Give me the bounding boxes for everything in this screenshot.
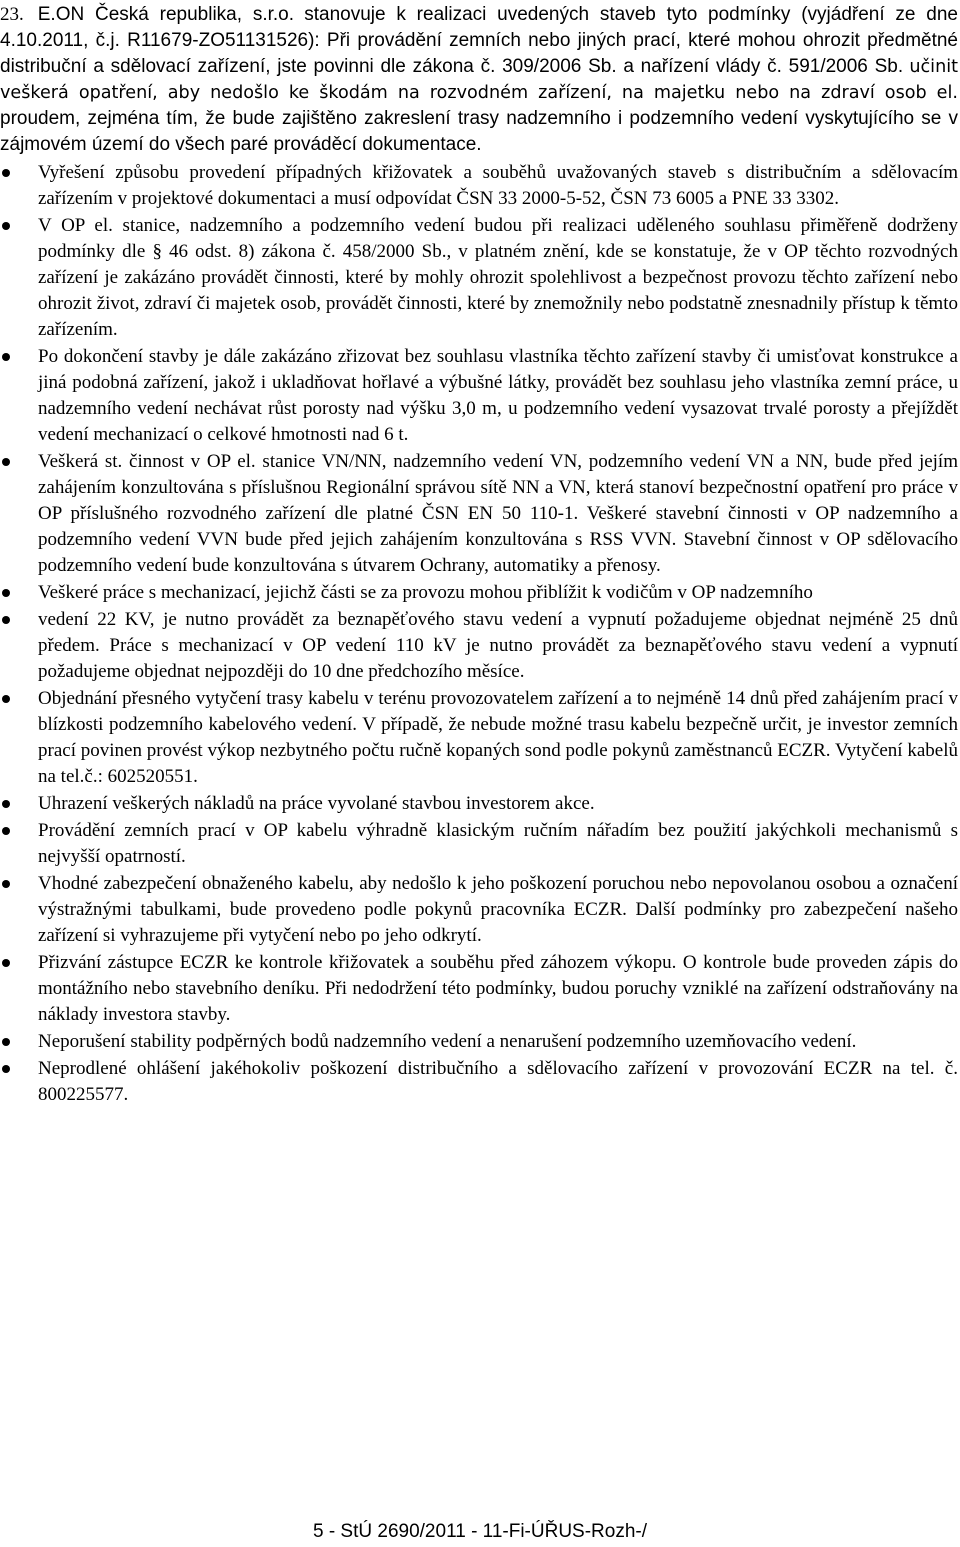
list-item: Uhrazení veškerých nákladů na práce vyvolané stavbou investorem akce. xyxy=(0,791,958,817)
list-item: Přizvání zástupce ECZR ke kontrole křižovatek a souběhu před záhozem výkopu. O kontrole bude proveden zápis do montážního nebo stavebního deníku. Při nedodržení této podmínky, budou poruchy vzniklé na zařízení odstraňovány na náklady investora stavby. xyxy=(0,950,958,1028)
list-item: V OP el. stanice, nadzemního a podzemního vedení budou při realizaci uděleného souhlasu přiměřeně dodrženy podmínky dle § 46 odst. 8) zákona č. 458/2000 Sb., v platném znění, kde se konstatuje, že v OP těchto rozvodných zařízení je zakázáno provádět činnosti, které by mohly ohrozit spolehlivost a bezpečnost provozu těchto zařízení nebo ohrozit život, zdraví či majetek osob, provádět činnosti, které by znemožnily nebo podstatně znesnadnily přístup k těmto zařízením. xyxy=(0,213,958,343)
conditions-list xyxy=(0,160,958,1109)
bullet-dot xyxy=(2,458,10,466)
list-item: Objednání přesného vytyčení trasy kabelu v terénu provozovatelem zařízení a to nejméně 14 dnů před zahájením prací v blízkosti podzemního kabelového vedení. V případě, že nebude možné trasu kabelu bezpečně určit, je investor zemních prací povinen provést výkop nezbytného počtu ručně kopaných sond podle pokynů zaměstnanců ECZR. Vytyčení kabelů na tel.č.: 602520551. xyxy=(0,686,958,790)
list-item: Vhodné zabezpečení obnaženého kabelu, aby nedošlo k jeho poškození poruchou nebo nepovolanou osobou a označení výstražnými tabulkami, bude provedeno podle pokynů pracovníka ECZR. Další podmínky pro zabezpečení našeho zařízení si vyhrazujeme při vytyčení nebo po jeho odkrytí. xyxy=(0,871,958,949)
bullet-dot xyxy=(2,1065,10,1073)
list-item: vedení 22 KV, je nutno provádět za beznapěťového stavu vedení a vypnutí požadujeme objednat nejméně 25 dnů předem. Práce s mechanizací v OP vedení 110 kV je nutno provádět za beznapěťového stavu vedení a vypnutí požadujeme objednat nejpozději do 10 dne předchozího měsíce. xyxy=(0,607,958,685)
page-footer: 5 - StÚ 2690/2011 - 11-Fi-ÚŘUS-Rozh-/ xyxy=(312,1521,648,1542)
list-item: Vyřešení způsobu provedení případných křižovatek a souběhů uvažovaných staveb s distribučním a sdělovacím zařízením v projektové dokumentaci a musí odpovídat ČSN 33 2000-5-52, ČSN 73 6005 a PNE 33 3302. xyxy=(0,160,958,212)
bullet-dot xyxy=(2,880,10,888)
bullet-dot xyxy=(2,959,10,967)
company-name: E.ON Česká republika, s.r.o. xyxy=(37,4,294,25)
bullet-dot xyxy=(2,616,10,624)
mid-text: učinit veškerá opatření, aby nedošlo ke škodám na rozvodném zařízení, na majetku nebo na zdraví osob el. xyxy=(0,57,959,103)
bullet-dot xyxy=(2,800,10,808)
bullet-dot xyxy=(2,222,10,230)
list-item: Veškeré práce s mechanizací, jejichž části se za provozu mohou přiblížit k vodičům v OP nadzemního xyxy=(0,580,958,606)
bullet-dot xyxy=(2,169,10,177)
bullet-dot xyxy=(2,353,10,361)
bullet-dot xyxy=(2,827,10,835)
list-item: Neprodlené ohlášení jakéhokoliv poškození distribučního a sdělovacího zařízení v provozování ECZR na tel. č. 800225577. xyxy=(0,1056,958,1108)
bullet-dot xyxy=(2,1038,10,1046)
bullet-dot xyxy=(2,695,10,703)
intro-text: stanovuje k realizaci uvedených staveb tyto podmínky (vyjádření ze dne 4.10.2011, č.j. R11679-ZO51131526): Při provádění zemních nebo jiných prací, které mohou ohrozit předmětné distribuční a sdělovací zařízení, jste povinni dle zákona č. 309/2006 Sb. a nařízení vlády č. 591/2006 Sb. xyxy=(0,4,958,77)
list-item: Veškerá st. činnost v OP el. stanice VN/NN, nadzemního vedení VN, podzemního vedení VN a NN, bude před jejím zahájením konzultována s příslušnou Regionální správou sítě NN a VN, která stanoví bezpečnostní opatření pro práce v OP příslušného rozvodného zařízení dle platné ČSN EN 50 110-1. Veškeré stavební činnosti v OP nadzemního a podzemního vedení VVN bude před jejich zahájením konzultována s RSS VVN. Stavební činnost v OP sdělovacího podzemního vedení bude konzultována s útvarem Ochrany, automatiky a přenosy. xyxy=(0,449,958,579)
section-23-heading xyxy=(0,2,958,158)
list-item: Po dokončení stavby je dále zakázáno zřizovat bez souhlasu vlastníka těchto zařízení stavby či umisťovat konstrukce a jiná podobná zařízení, jakož i ukladňovat hořlavé a výbušné látky, provádět bez souhlasu jeho vlastníka zemní práce, u nadzemního vedení nechávat růst porosty nad výšku 3,0 m, u podzemního vedení vysazovat trvalé porosty a přejíždět vedení mechanizací o celkové hmotnosti nad 6 t. xyxy=(0,344,958,448)
section-number: 23. xyxy=(0,4,24,25)
list-item: Provádění zemních prací v OP kabelu výhradně klasickým ručním nářadím bez použití jakýchkoli mechanismů s nejvyšší opatrností. xyxy=(0,818,958,870)
bullet-dot xyxy=(2,589,10,597)
end-text: proudem, zejména tím, že bude zajištěno zakreslení trasy nadzemního i podzemního vedení vyskytujícího se v zájmovém území do všech paré prováděcí dokumentace. xyxy=(0,108,958,155)
list-item: Neporušení stability podpěrných bodů nadzemního vedení a nenarušení podzemního uzemňovacího vedení. xyxy=(0,1029,958,1055)
